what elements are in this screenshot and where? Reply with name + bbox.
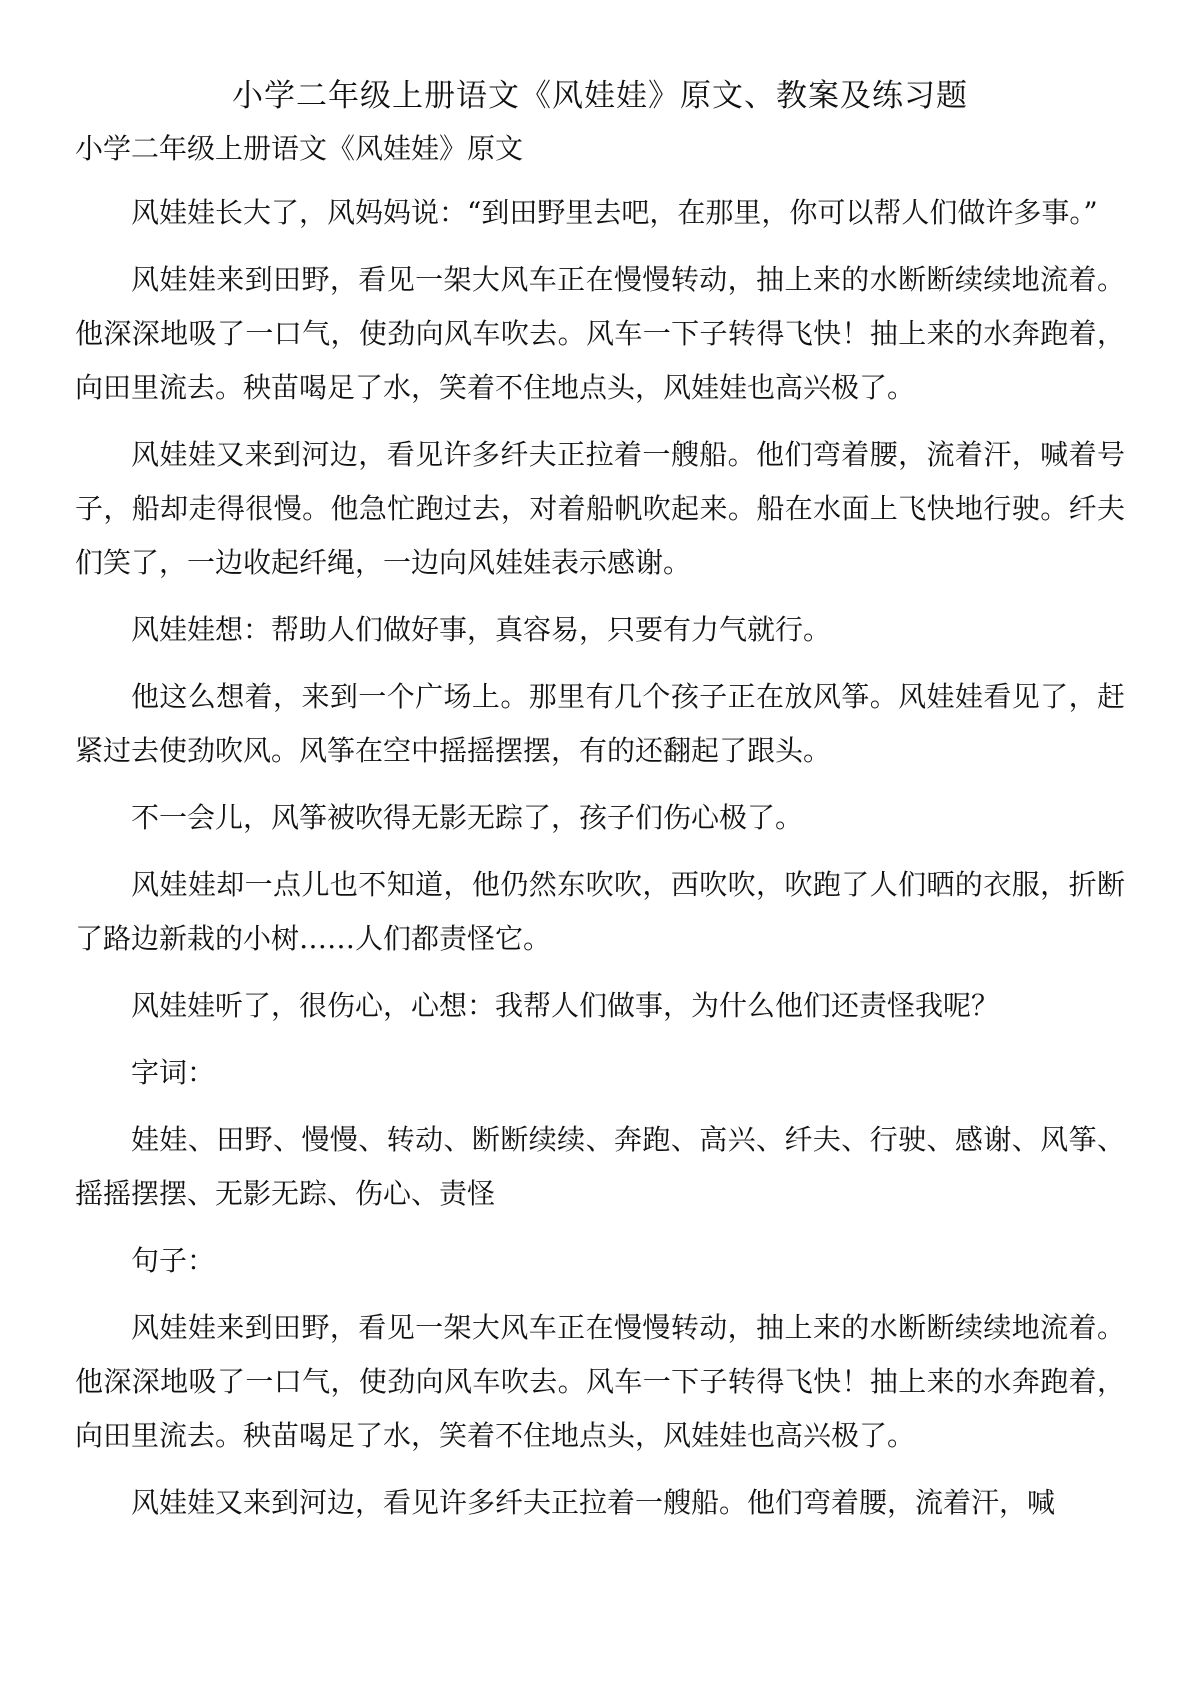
paragraph: 风娃娃来到田野，看见一架大风车正在慢慢转动，抽上来的水断断续续地流着。他深深地吸了一口气，使劲向风车吹去。风车一下子转得飞快！抽上来的水奔跑着，向田里流去。秧苗喝足了水，笑着不住地点头，风娃娃也高兴极了。 [75,1311,1125,1452]
paragraph: 他这么想着，来到一个广场上。那里有几个孩子正在放风筝。风娃娃看见了，赶紧过去使劲吹风。风筝在空中摇摇摆摆，有的还翻起了跟头。 [75,680,1125,767]
paragraph: 不一会儿，风筝被吹得无影无踪了，孩子们伤心极了。 [131,801,804,834]
paragraph: 风娃娃长大了，风妈妈说：“到田野里去吧，在那里，你可以帮人们做许多事。” [131,196,1098,229]
paragraph: 风娃娃又来到河边，看见许多纤夫正拉着一艘船。他们弯着腰，流着汗，喊着号子，船却走得很慢。他急忙跑过去，对着船帆吹起来。船在水面上飞快地行驶。纤夫们笑了，一边收起纤绳，一边向风娃娃表示感谢。 [75,438,1125,579]
paragraph: 风娃娃又来到河边，看见许多纤夫正拉着一艘船。他们弯着腰，流着汗，喊 [131,1486,1056,1519]
paragraph: 风娃娃听了，很伤心，心想：我帮人们做事，为什么他们还责怪我呢？ [131,989,1000,1022]
vocabulary-list: 娃娃、田野、慢慢、转动、断断续续、奔跑、高兴、纤夫、行驶、感谢、风筝、摇摇摆摆、无影无踪、伤心、责怪 [75,1123,1125,1210]
document-title: 小学二年级上册语文《风娃娃》原文、教案及练习题 [232,78,968,114]
document-page [75,70,1125,1543]
vocabulary-heading: 字词： [131,1056,216,1089]
paragraph: 风娃娃却一点儿也不知道，他仍然东吹吹，西吹吹，吹跑了人们晒的衣服，折断了路边新栽的小树……人们都责怪它。 [75,868,1125,955]
paragraph: 风娃娃来到田野，看见一架大风车正在慢慢转动，抽上来的水断断续续地流着。他深深地吸了一口气，使劲向风车吹去。风车一下子转得飞快！抽上来的水奔跑着，向田里流去。秧苗喝足了水，笑着不住地点头，风娃娃也高兴极了。 [75,263,1125,404]
sentences-heading: 句子： [131,1244,216,1277]
paragraph: 风娃娃想：帮助人们做好事，真容易，只要有力气就行。 [131,613,832,646]
section-heading: 小学二年级上册语文《风娃娃》原文 [75,132,524,165]
